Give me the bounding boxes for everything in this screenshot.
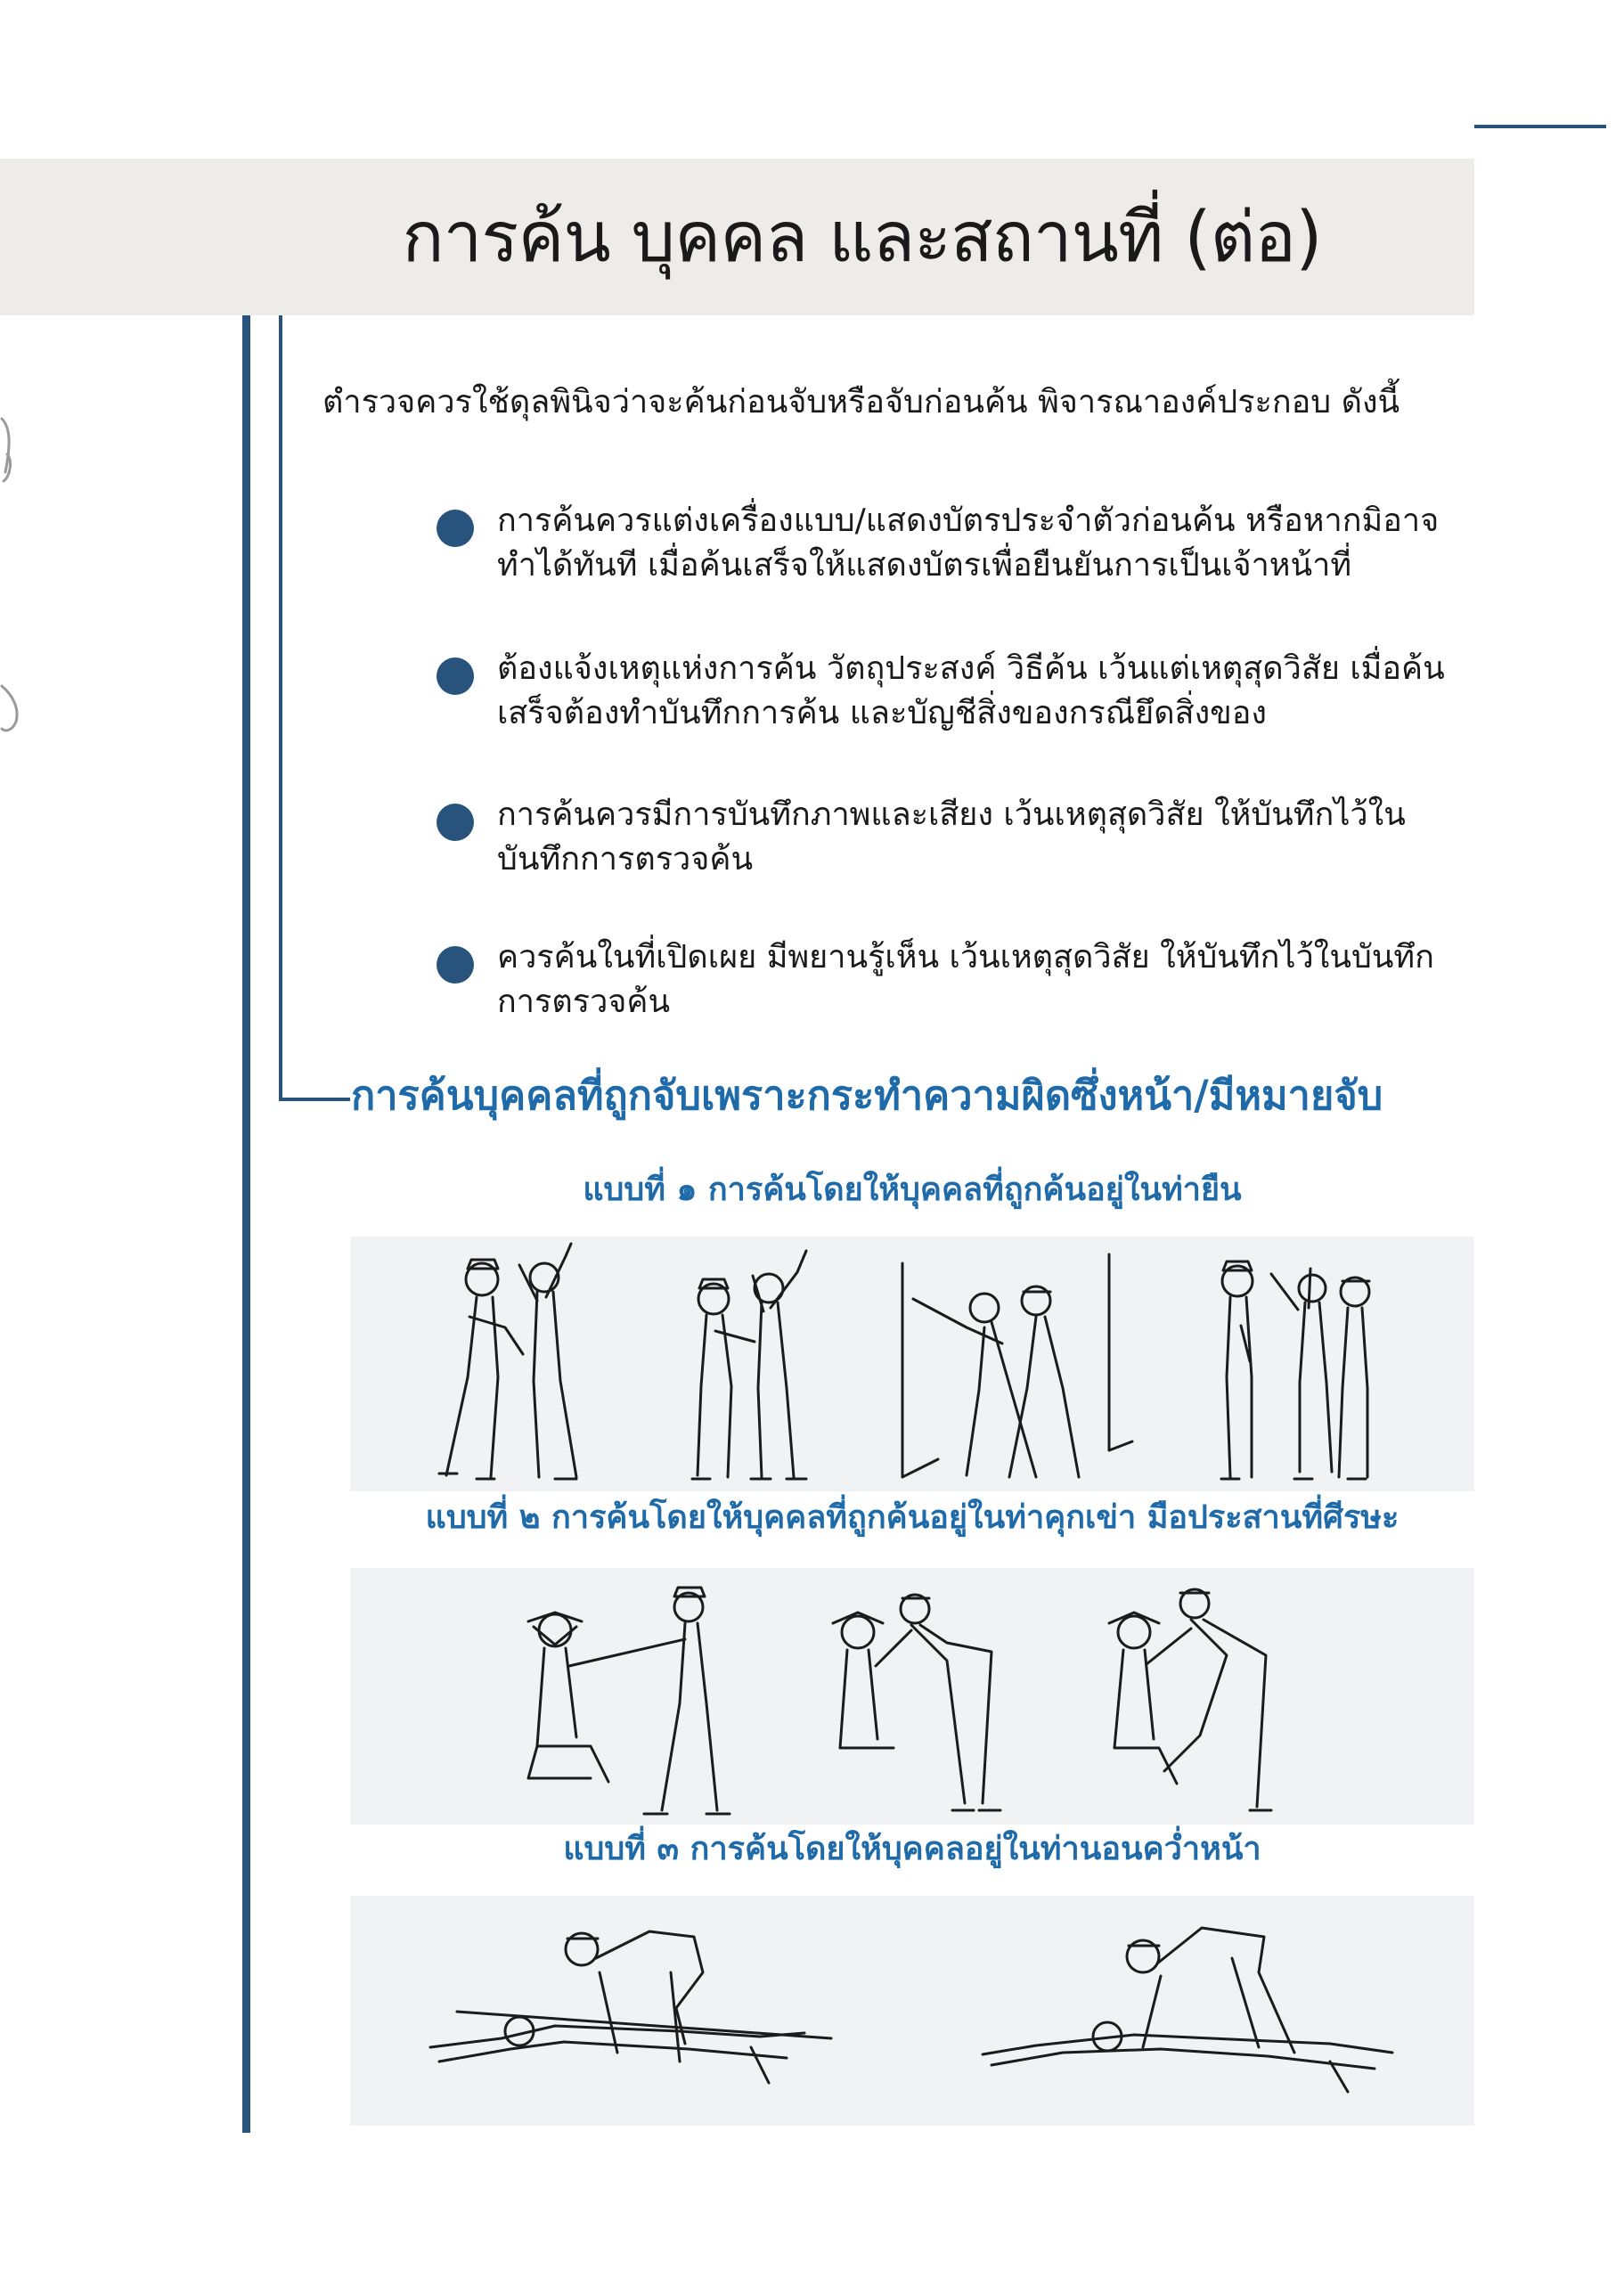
standing-search-figure [439, 1244, 576, 1479]
title-band [0, 159, 1474, 315]
edge-illustration [0, 392, 36, 766]
top-right-rule [1474, 125, 1606, 128]
bullet-dot-icon [437, 510, 474, 547]
kneeling-search-figure [1109, 1589, 1271, 1810]
left-accent-bar [242, 315, 250, 2133]
standing-search-figure [1221, 1261, 1369, 1479]
list-item-text: ควรค้นในที่เปิดเผย มีพยานรู้เห็น เว้นเหตุสุดวิสัย ให้บันทึกไว้ในบันทึก การตรวจค้น [497, 939, 1434, 1020]
method-2-caption: แบบที่ ๒ การค้นโดยให้บุคคลที่ถูกค้นอยู่ในท่าคุกเข่า มือประสานที่ศีรษะ [425, 1499, 1400, 1536]
kneeling-search-figure [833, 1595, 1000, 1810]
list-item-text: การค้นควรมีการบันทึกภาพและเสียง เว้นเหตุสุดวิสัย ให้บันทึกไว้ใน บันทึกการตรวจค้น [497, 796, 1406, 878]
method-1-illustration [350, 1237, 1474, 1491]
standing-search-figure [692, 1251, 806, 1479]
left-connector-line [279, 315, 282, 1101]
prone-search-figure [430, 1931, 831, 2083]
prone-search-figure [983, 1928, 1392, 2092]
method-3-caption: แบบที่ ๓ การค้นโดยให้บุคคลอยู่ในท่านอนคว่ำหน้า [563, 1831, 1261, 1867]
page-title: การค้น บุคคล และสถานที่ (ต่อ) [402, 198, 1322, 278]
intro-text: ตำรวจควรใช้ดุลพินิจว่าจะค้นก่อนจับหรือจับก่อนค้น พิจารณาองค์ประกอบ ดังนี้ [322, 384, 1400, 420]
section-heading: การค้นบุคคลที่ถูกจับเพราะกระทำความผิดซึ่งหน้า/มีหมายจับ [351, 1072, 1383, 1119]
method-3-illustration [350, 1896, 1474, 2126]
bullet-dot-icon [437, 657, 474, 695]
list-item-text: ต้องแจ้งเหตุแห่งการค้น วัตถุประสงค์ วิธีค้น เว้นแต่เหตุสุดวิสัย เมื่อค้น เสร็จต้องทำบันทึกการค้น และบัญชีสิ่งของกรณียึดสิ่งของ [497, 650, 1445, 731]
kneeling-search-figure [528, 1588, 730, 1814]
bullet-dot-icon [437, 804, 474, 841]
method-1-caption: แบบที่ ๑ การค้นโดยให้บุคคลที่ถูกค้นอยู่ในท่ายืน [583, 1172, 1242, 1208]
list-item-text: การค้นควรแต่งเครื่องแบบ/แสดงบัตรประจำตัวก่อนค้น หรือหากมิอาจ ทำได้ทันที เมื่อค้นเสร็จให้แสดงบัตรเพื่อยืนยันการเป็นเจ้าหน้าที่ [497, 502, 1440, 584]
method-2-illustration [350, 1568, 1474, 1825]
bullet-dot-icon [437, 946, 474, 984]
heading-connector-line [279, 1098, 350, 1101]
standing-search-figure [902, 1254, 1132, 1477]
